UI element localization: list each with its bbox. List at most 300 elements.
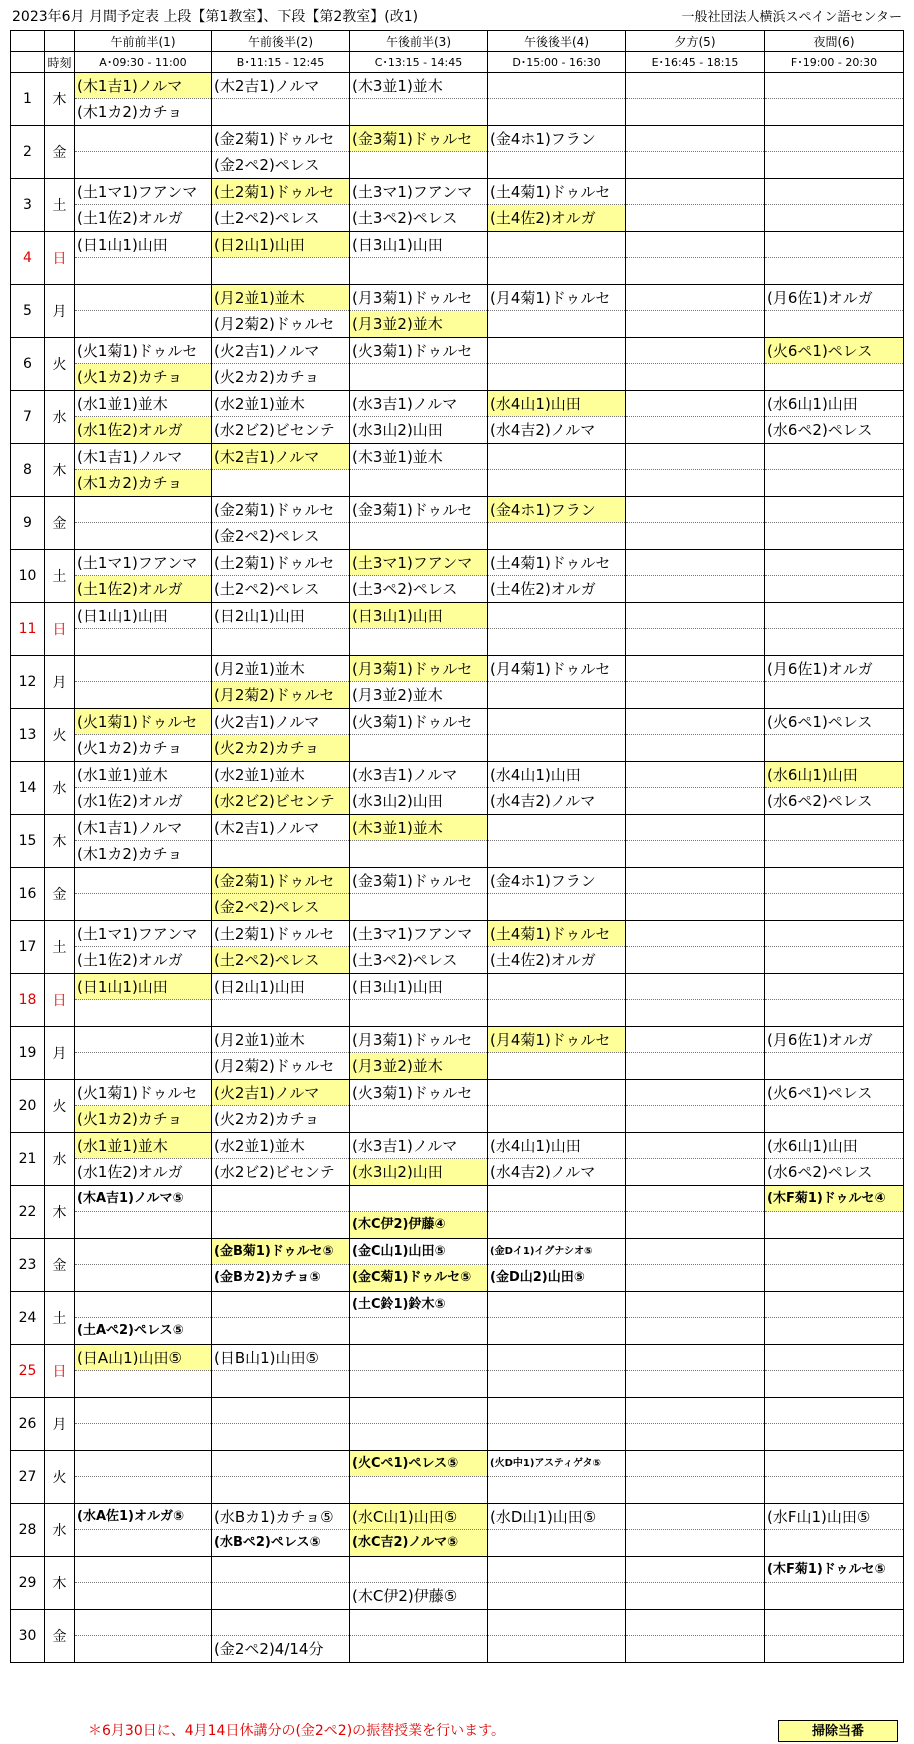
day-row bbox=[11, 1610, 904, 1663]
slot-cell bbox=[350, 1345, 488, 1398]
slot-cell bbox=[626, 126, 765, 179]
class-entry-room1: (水A佐1)オルガ⑤ bbox=[75, 1504, 211, 1530]
class-entry-room2: (月2菊2)ドゥルセ bbox=[214, 315, 335, 333]
class-entry-room1: (水2並1)並木 bbox=[212, 1133, 349, 1159]
class-entry-room2 bbox=[765, 1477, 903, 1503]
class-entry-room2: (水6ペ2)ペレス bbox=[767, 792, 873, 810]
day-of-week: 月 bbox=[45, 285, 75, 338]
class-entry-room1: (日2山1)山田 bbox=[212, 603, 349, 629]
slot-cell bbox=[350, 550, 488, 603]
class-entry-room1 bbox=[212, 1186, 349, 1212]
slot-cell bbox=[765, 497, 904, 550]
class-entry-room1: (土3マ1)フアンマ bbox=[350, 921, 487, 947]
class-entry-room1: (火Cペ1)ペレス⑤ bbox=[350, 1451, 487, 1477]
slot-cell bbox=[626, 1398, 765, 1451]
class-entry-room2 bbox=[626, 1106, 764, 1132]
class-entry-room2: (水2ビ2)ビセンテ bbox=[212, 788, 349, 814]
slot-cell bbox=[765, 815, 904, 868]
day-number: 12 bbox=[11, 656, 45, 709]
class-entry-room2 bbox=[626, 1424, 764, 1450]
class-entry-room2 bbox=[626, 735, 764, 761]
class-entry-room1: (日3山1)山田 bbox=[350, 603, 487, 629]
slot-cell bbox=[212, 550, 350, 603]
class-entry-room2 bbox=[350, 1477, 487, 1503]
class-entry-room1: (水F山1)山田⑤ bbox=[765, 1504, 903, 1530]
slot-cell bbox=[488, 656, 626, 709]
class-entry-room2 bbox=[212, 258, 349, 284]
class-entry-room1 bbox=[75, 1610, 211, 1636]
class-entry-room2 bbox=[626, 788, 764, 814]
slot-cell bbox=[212, 338, 350, 391]
day-row bbox=[11, 550, 904, 603]
slot-cell bbox=[626, 1504, 765, 1557]
class-entry-room1 bbox=[626, 815, 764, 841]
class-entry-room2 bbox=[626, 205, 764, 231]
slot-cell bbox=[488, 1610, 626, 1663]
class-entry-room2 bbox=[626, 1583, 764, 1609]
slot-cell bbox=[75, 603, 212, 656]
class-entry-room2: (水2ビ2)ビセンテ bbox=[214, 1163, 335, 1181]
class-entry-room1: (木A吉1)ノルマ⑤ bbox=[75, 1186, 211, 1212]
day-of-week: 土 bbox=[45, 550, 75, 603]
slot-cell bbox=[488, 550, 626, 603]
class-entry-room2 bbox=[75, 523, 211, 549]
class-entry-room2 bbox=[765, 1424, 903, 1450]
day-number: 11 bbox=[11, 603, 45, 656]
class-entry-room1 bbox=[626, 1345, 764, 1371]
slot-cell bbox=[75, 1610, 212, 1663]
slot-cell bbox=[212, 1239, 350, 1292]
slot-cell bbox=[626, 974, 765, 1027]
class-entry-room1: (木1吉1)ノルマ bbox=[75, 815, 211, 841]
class-entry-room2: (木1カ2)カチョ bbox=[75, 470, 211, 496]
class-entry-room1 bbox=[765, 444, 903, 470]
class-entry-room1: (金Dイ1)イグナシオ⑤ bbox=[488, 1239, 625, 1265]
day-row bbox=[11, 285, 904, 338]
class-entry-room1 bbox=[626, 1080, 764, 1106]
class-entry-room2: (水6ペ2)ペレス bbox=[767, 421, 873, 439]
day-number: 3 bbox=[11, 179, 45, 232]
class-entry-room2 bbox=[350, 1000, 487, 1026]
slot-cell bbox=[626, 1557, 765, 1610]
slot-cell bbox=[765, 391, 904, 444]
slot-cell bbox=[350, 232, 488, 285]
class-entry-room1: (火6ペ1)ペレス bbox=[765, 709, 903, 735]
class-entry-room2 bbox=[75, 1530, 211, 1556]
class-entry-room1: (火1菊1)ドゥルセ bbox=[75, 709, 211, 735]
day-number: 21 bbox=[11, 1133, 45, 1186]
day-number: 15 bbox=[11, 815, 45, 868]
slot-cell bbox=[626, 391, 765, 444]
class-entry-room2 bbox=[350, 258, 487, 284]
slot-cell bbox=[765, 1398, 904, 1451]
slot-cell bbox=[75, 232, 212, 285]
day-number: 17 bbox=[11, 921, 45, 974]
slot-cell bbox=[350, 391, 488, 444]
class-entry-room2 bbox=[75, 682, 211, 708]
class-entry-room1: (木F菊1)ドゥルセ④ bbox=[765, 1186, 903, 1212]
class-entry-room1: (水3吉1)ノルマ bbox=[350, 391, 487, 417]
slot-cell bbox=[75, 656, 212, 709]
class-entry-room1 bbox=[488, 1557, 625, 1583]
class-entry-room1 bbox=[75, 1451, 211, 1477]
slot-cell bbox=[765, 762, 904, 815]
class-entry-room2 bbox=[75, 1000, 211, 1026]
class-entry-room1: (土4菊1)ドゥルセ bbox=[488, 550, 625, 576]
class-entry-room2 bbox=[350, 894, 487, 920]
class-entry-room2 bbox=[350, 1371, 487, 1397]
class-entry-room1 bbox=[350, 1398, 487, 1424]
class-entry-room2 bbox=[765, 629, 903, 655]
class-entry-room2 bbox=[488, 735, 625, 761]
class-entry-room2: (土3ペ2)ペレス bbox=[352, 580, 458, 598]
class-entry-room1 bbox=[212, 1610, 349, 1636]
slot-cell bbox=[488, 73, 626, 126]
slot-cell bbox=[765, 1186, 904, 1239]
class-entry-room1 bbox=[626, 1610, 764, 1636]
class-entry-room1: (水3吉1)ノルマ bbox=[350, 1133, 487, 1159]
class-entry-room2 bbox=[765, 1371, 903, 1397]
class-entry-room1 bbox=[626, 1557, 764, 1583]
class-entry-room2 bbox=[765, 576, 903, 602]
class-entry-room1: (火1菊1)ドゥルセ bbox=[75, 1080, 211, 1106]
class-entry-room2 bbox=[212, 1371, 349, 1397]
class-entry-room1: (木3並1)並木 bbox=[350, 73, 487, 99]
slot-cell bbox=[75, 497, 212, 550]
day-of-week: 木 bbox=[45, 1186, 75, 1239]
class-entry-room1: (月3菊1)ドゥルセ bbox=[350, 285, 487, 311]
class-entry-room1 bbox=[75, 656, 211, 682]
slot-cell bbox=[75, 1504, 212, 1557]
slot-cell bbox=[765, 1080, 904, 1133]
day-of-week: 日 bbox=[45, 603, 75, 656]
class-entry-room2: (土4佐2)オルガ bbox=[488, 205, 625, 231]
day-number: 10 bbox=[11, 550, 45, 603]
class-entry-room2 bbox=[765, 735, 903, 761]
day-of-week: 日 bbox=[45, 232, 75, 285]
day-row bbox=[11, 1292, 904, 1345]
day-row bbox=[11, 1345, 904, 1398]
class-entry-room1: (火1菊1)ドゥルセ bbox=[75, 338, 211, 364]
class-entry-room2 bbox=[765, 1106, 903, 1132]
day-number: 4 bbox=[11, 232, 45, 285]
class-entry-room1 bbox=[765, 497, 903, 523]
class-entry-room1: (火2吉1)ノルマ bbox=[212, 338, 349, 364]
class-entry-room2 bbox=[488, 1371, 625, 1397]
class-entry-room1 bbox=[626, 126, 764, 152]
day-row bbox=[11, 179, 904, 232]
day-number: 29 bbox=[11, 1557, 45, 1610]
class-entry-room2 bbox=[626, 1636, 764, 1662]
slot-cell bbox=[212, 921, 350, 974]
class-entry-room2: (月3並2)並木 bbox=[350, 1053, 487, 1079]
class-entry-room2: (金2ペ2)ペレス bbox=[212, 894, 349, 920]
slot-cell bbox=[765, 1133, 904, 1186]
class-entry-room1 bbox=[488, 1186, 625, 1212]
class-entry-room1 bbox=[626, 1292, 764, 1318]
day-row bbox=[11, 126, 904, 179]
class-entry-room1: (火6ペ1)ペレス bbox=[765, 338, 903, 364]
organization-name: 一般社団法人横浜スペイン語センター bbox=[681, 10, 902, 25]
day-row bbox=[11, 1186, 904, 1239]
day-of-week: 金 bbox=[45, 497, 75, 550]
slot-cell bbox=[75, 73, 212, 126]
class-entry-room1: (水1並1)並木 bbox=[75, 762, 211, 788]
slot-cell bbox=[488, 1451, 626, 1504]
day-of-week: 火 bbox=[45, 1451, 75, 1504]
slot-cell bbox=[212, 1610, 350, 1663]
slot-cell bbox=[488, 285, 626, 338]
class-entry-room2 bbox=[488, 1530, 625, 1556]
slot-cell bbox=[765, 179, 904, 232]
day-row bbox=[11, 868, 904, 921]
slot-cell bbox=[765, 921, 904, 974]
slot-cell bbox=[212, 1345, 350, 1398]
class-entry-room1: (金2菊1)ドゥルセ bbox=[212, 868, 349, 894]
class-entry-room2 bbox=[488, 470, 625, 496]
header-blank bbox=[45, 31, 75, 52]
class-entry-room1 bbox=[626, 179, 764, 205]
class-entry-room2: (火2カ2)カチョ bbox=[214, 1110, 320, 1128]
class-entry-room2 bbox=[75, 1583, 211, 1609]
class-entry-room1: (水1並1)並木 bbox=[75, 1133, 211, 1159]
day-row bbox=[11, 921, 904, 974]
slot-cell bbox=[765, 1345, 904, 1398]
class-entry-room2: (土3ペ2)ペレス bbox=[352, 209, 458, 227]
class-entry-room1: (水2並1)並木 bbox=[212, 762, 349, 788]
slot-cell bbox=[488, 126, 626, 179]
class-entry-room2: (土2ペ2)ペレス bbox=[214, 209, 320, 227]
class-entry-room1 bbox=[350, 1557, 487, 1583]
class-entry-room2 bbox=[765, 682, 903, 708]
day-number: 18 bbox=[11, 974, 45, 1027]
day-row bbox=[11, 1398, 904, 1451]
slot-cell bbox=[350, 762, 488, 815]
slot-cell bbox=[350, 444, 488, 497]
slot-cell bbox=[488, 232, 626, 285]
class-entry-room1 bbox=[75, 1557, 211, 1583]
class-entry-room2 bbox=[212, 629, 349, 655]
slot-cell bbox=[75, 1080, 212, 1133]
slot-cell bbox=[350, 179, 488, 232]
class-entry-room1: (日2山1)山田 bbox=[212, 232, 349, 258]
class-entry-room1 bbox=[75, 1027, 211, 1053]
slot-cell bbox=[488, 974, 626, 1027]
slot-cell bbox=[626, 1345, 765, 1398]
slot-cell bbox=[626, 338, 765, 391]
class-entry-room2 bbox=[212, 1318, 349, 1344]
class-entry-room2 bbox=[488, 1212, 625, 1238]
slot-cell bbox=[212, 1451, 350, 1504]
class-entry-room1: (日1山1)山田 bbox=[75, 232, 211, 258]
slot-cell bbox=[765, 1504, 904, 1557]
class-entry-room1: (水4山1)山田 bbox=[488, 762, 625, 788]
class-entry-room1 bbox=[212, 1292, 349, 1318]
day-of-week: 土 bbox=[45, 921, 75, 974]
slot-cell bbox=[350, 126, 488, 179]
class-entry-room1: (月6佐1)オルガ bbox=[765, 656, 903, 682]
day-of-week: 水 bbox=[45, 1133, 75, 1186]
class-entry-room1 bbox=[626, 444, 764, 470]
day-of-week: 水 bbox=[45, 391, 75, 444]
class-entry-room1: (日B山1)山田⑤ bbox=[212, 1345, 349, 1371]
slot-cell bbox=[626, 73, 765, 126]
slot-cell bbox=[212, 497, 350, 550]
slot-cell bbox=[212, 762, 350, 815]
class-entry-room2: (水4吉2)ノルマ bbox=[490, 1163, 596, 1181]
class-entry-room1: (火2吉1)ノルマ bbox=[212, 1080, 349, 1106]
slot-cell bbox=[212, 709, 350, 762]
class-entry-room2: (土1佐2)オルガ bbox=[77, 951, 183, 969]
slot-cell bbox=[350, 285, 488, 338]
class-entry-room2 bbox=[75, 1424, 211, 1450]
class-entry-room1: (土C鈴1)鈴木⑤ bbox=[350, 1292, 487, 1318]
class-entry-room1: (日3山1)山田 bbox=[350, 974, 487, 1000]
class-entry-room2 bbox=[350, 735, 487, 761]
slot-cell bbox=[212, 232, 350, 285]
slot-cell bbox=[75, 444, 212, 497]
slot-cell bbox=[212, 391, 350, 444]
class-entry-room2 bbox=[765, 1212, 903, 1238]
slot-cell bbox=[626, 1080, 765, 1133]
slot-cell bbox=[765, 444, 904, 497]
day-number: 30 bbox=[11, 1610, 45, 1663]
slot-cell bbox=[212, 179, 350, 232]
class-entry-room1: (月3菊1)ドゥルセ bbox=[350, 656, 487, 682]
class-entry-room2 bbox=[75, 258, 211, 284]
class-entry-room1 bbox=[765, 232, 903, 258]
class-entry-room1 bbox=[488, 444, 625, 470]
slot-cell bbox=[75, 1345, 212, 1398]
slot-cell bbox=[75, 1133, 212, 1186]
slot-cell bbox=[75, 1239, 212, 1292]
class-entry-room2 bbox=[626, 1265, 764, 1291]
slot-cell bbox=[488, 444, 626, 497]
class-entry-room2 bbox=[212, 470, 349, 496]
class-entry-room2 bbox=[488, 523, 625, 549]
class-entry-room1 bbox=[75, 285, 211, 311]
slot-cell bbox=[212, 974, 350, 1027]
class-entry-room1: (金3菊1)ドゥルセ bbox=[350, 126, 487, 152]
class-entry-room2: (火1カ2)カチョ bbox=[77, 739, 183, 757]
day-row bbox=[11, 1080, 904, 1133]
day-number: 27 bbox=[11, 1451, 45, 1504]
slot-cell bbox=[626, 1186, 765, 1239]
class-entry-room1: (火2吉1)ノルマ bbox=[212, 709, 349, 735]
day-number: 9 bbox=[11, 497, 45, 550]
slot-cell bbox=[626, 603, 765, 656]
slot-cell bbox=[75, 709, 212, 762]
class-entry-room2 bbox=[488, 1636, 625, 1662]
day-of-week: 日 bbox=[45, 1345, 75, 1398]
class-entry-room1 bbox=[765, 1610, 903, 1636]
slot-cell bbox=[212, 656, 350, 709]
slot-cell bbox=[350, 1027, 488, 1080]
slot-cell bbox=[212, 73, 350, 126]
class-entry-room1: (土2菊1)ドゥルセ bbox=[212, 921, 349, 947]
slot-cell bbox=[626, 497, 765, 550]
class-entry-room1 bbox=[626, 921, 764, 947]
slot-cell bbox=[212, 603, 350, 656]
slot-cell bbox=[488, 1133, 626, 1186]
class-entry-room1: (月2並1)並木 bbox=[212, 656, 349, 682]
class-entry-room2 bbox=[488, 258, 625, 284]
class-entry-room1: (日1山1)山田 bbox=[75, 974, 211, 1000]
class-entry-room1 bbox=[626, 497, 764, 523]
class-entry-room1 bbox=[626, 232, 764, 258]
day-row bbox=[11, 444, 904, 497]
day-number: 26 bbox=[11, 1398, 45, 1451]
day-row bbox=[11, 232, 904, 285]
day-number: 22 bbox=[11, 1186, 45, 1239]
class-entry-room1: (木3並1)並木 bbox=[350, 444, 487, 470]
slot-cell bbox=[350, 1186, 488, 1239]
day-number: 28 bbox=[11, 1504, 45, 1557]
class-entry-room1 bbox=[765, 921, 903, 947]
class-entry-room2 bbox=[350, 1424, 487, 1450]
slot-header: 午前後半(2) bbox=[212, 31, 350, 52]
slot-cell bbox=[75, 179, 212, 232]
header-blank bbox=[11, 31, 45, 52]
slot-cell bbox=[212, 285, 350, 338]
class-entry-room2 bbox=[488, 1053, 625, 1079]
class-entry-room2 bbox=[488, 1424, 625, 1450]
class-entry-room2 bbox=[765, 364, 903, 390]
class-entry-room2 bbox=[626, 99, 764, 125]
slot-cell bbox=[626, 550, 765, 603]
slot-cell bbox=[626, 656, 765, 709]
class-entry-room1: (土1マ1)フアンマ bbox=[75, 550, 211, 576]
class-entry-room1: (金B菊1)ドゥルセ⑤ bbox=[212, 1239, 349, 1265]
slot-cell bbox=[212, 1504, 350, 1557]
class-entry-room1: (日1山1)山田 bbox=[75, 603, 211, 629]
class-entry-room2 bbox=[488, 1318, 625, 1344]
class-entry-room2 bbox=[488, 682, 625, 708]
class-entry-room1: (水3吉1)ノルマ bbox=[350, 762, 487, 788]
day-of-week: 火 bbox=[45, 338, 75, 391]
class-entry-room2 bbox=[488, 1477, 625, 1503]
day-row bbox=[11, 656, 904, 709]
slot-cell bbox=[75, 868, 212, 921]
class-entry-room1 bbox=[350, 1345, 487, 1371]
class-entry-room1 bbox=[626, 73, 764, 99]
class-entry-room2 bbox=[212, 1424, 349, 1450]
slot-cell bbox=[75, 921, 212, 974]
day-row bbox=[11, 338, 904, 391]
class-entry-room1: (月6佐1)オルガ bbox=[765, 285, 903, 311]
class-entry-room1: (金4ホ1)フラン bbox=[488, 868, 625, 894]
class-entry-room2 bbox=[765, 205, 903, 231]
class-entry-room2 bbox=[626, 576, 764, 602]
day-number: 2 bbox=[11, 126, 45, 179]
day-of-week: 金 bbox=[45, 1239, 75, 1292]
class-entry-room1: (木1吉1)ノルマ bbox=[75, 73, 211, 99]
class-entry-room1: (水Bカ1)カチョ⑤ bbox=[212, 1504, 349, 1530]
class-entry-room2 bbox=[488, 841, 625, 867]
class-entry-room2 bbox=[626, 1159, 764, 1185]
class-entry-room2 bbox=[765, 258, 903, 284]
class-entry-room2 bbox=[350, 1636, 487, 1662]
class-entry-room2 bbox=[75, 1212, 211, 1238]
class-entry-room1: (金4ホ1)フラン bbox=[488, 497, 625, 523]
day-number: 19 bbox=[11, 1027, 45, 1080]
class-entry-room2 bbox=[75, 629, 211, 655]
footer-note: ＊6月30日に、4月14日休講分の(金2ペ2)の振替授業を行います。 bbox=[88, 1723, 506, 1739]
class-entry-room2 bbox=[350, 470, 487, 496]
slot-cell bbox=[75, 1186, 212, 1239]
slot-cell bbox=[75, 1292, 212, 1345]
day-row bbox=[11, 1133, 904, 1186]
